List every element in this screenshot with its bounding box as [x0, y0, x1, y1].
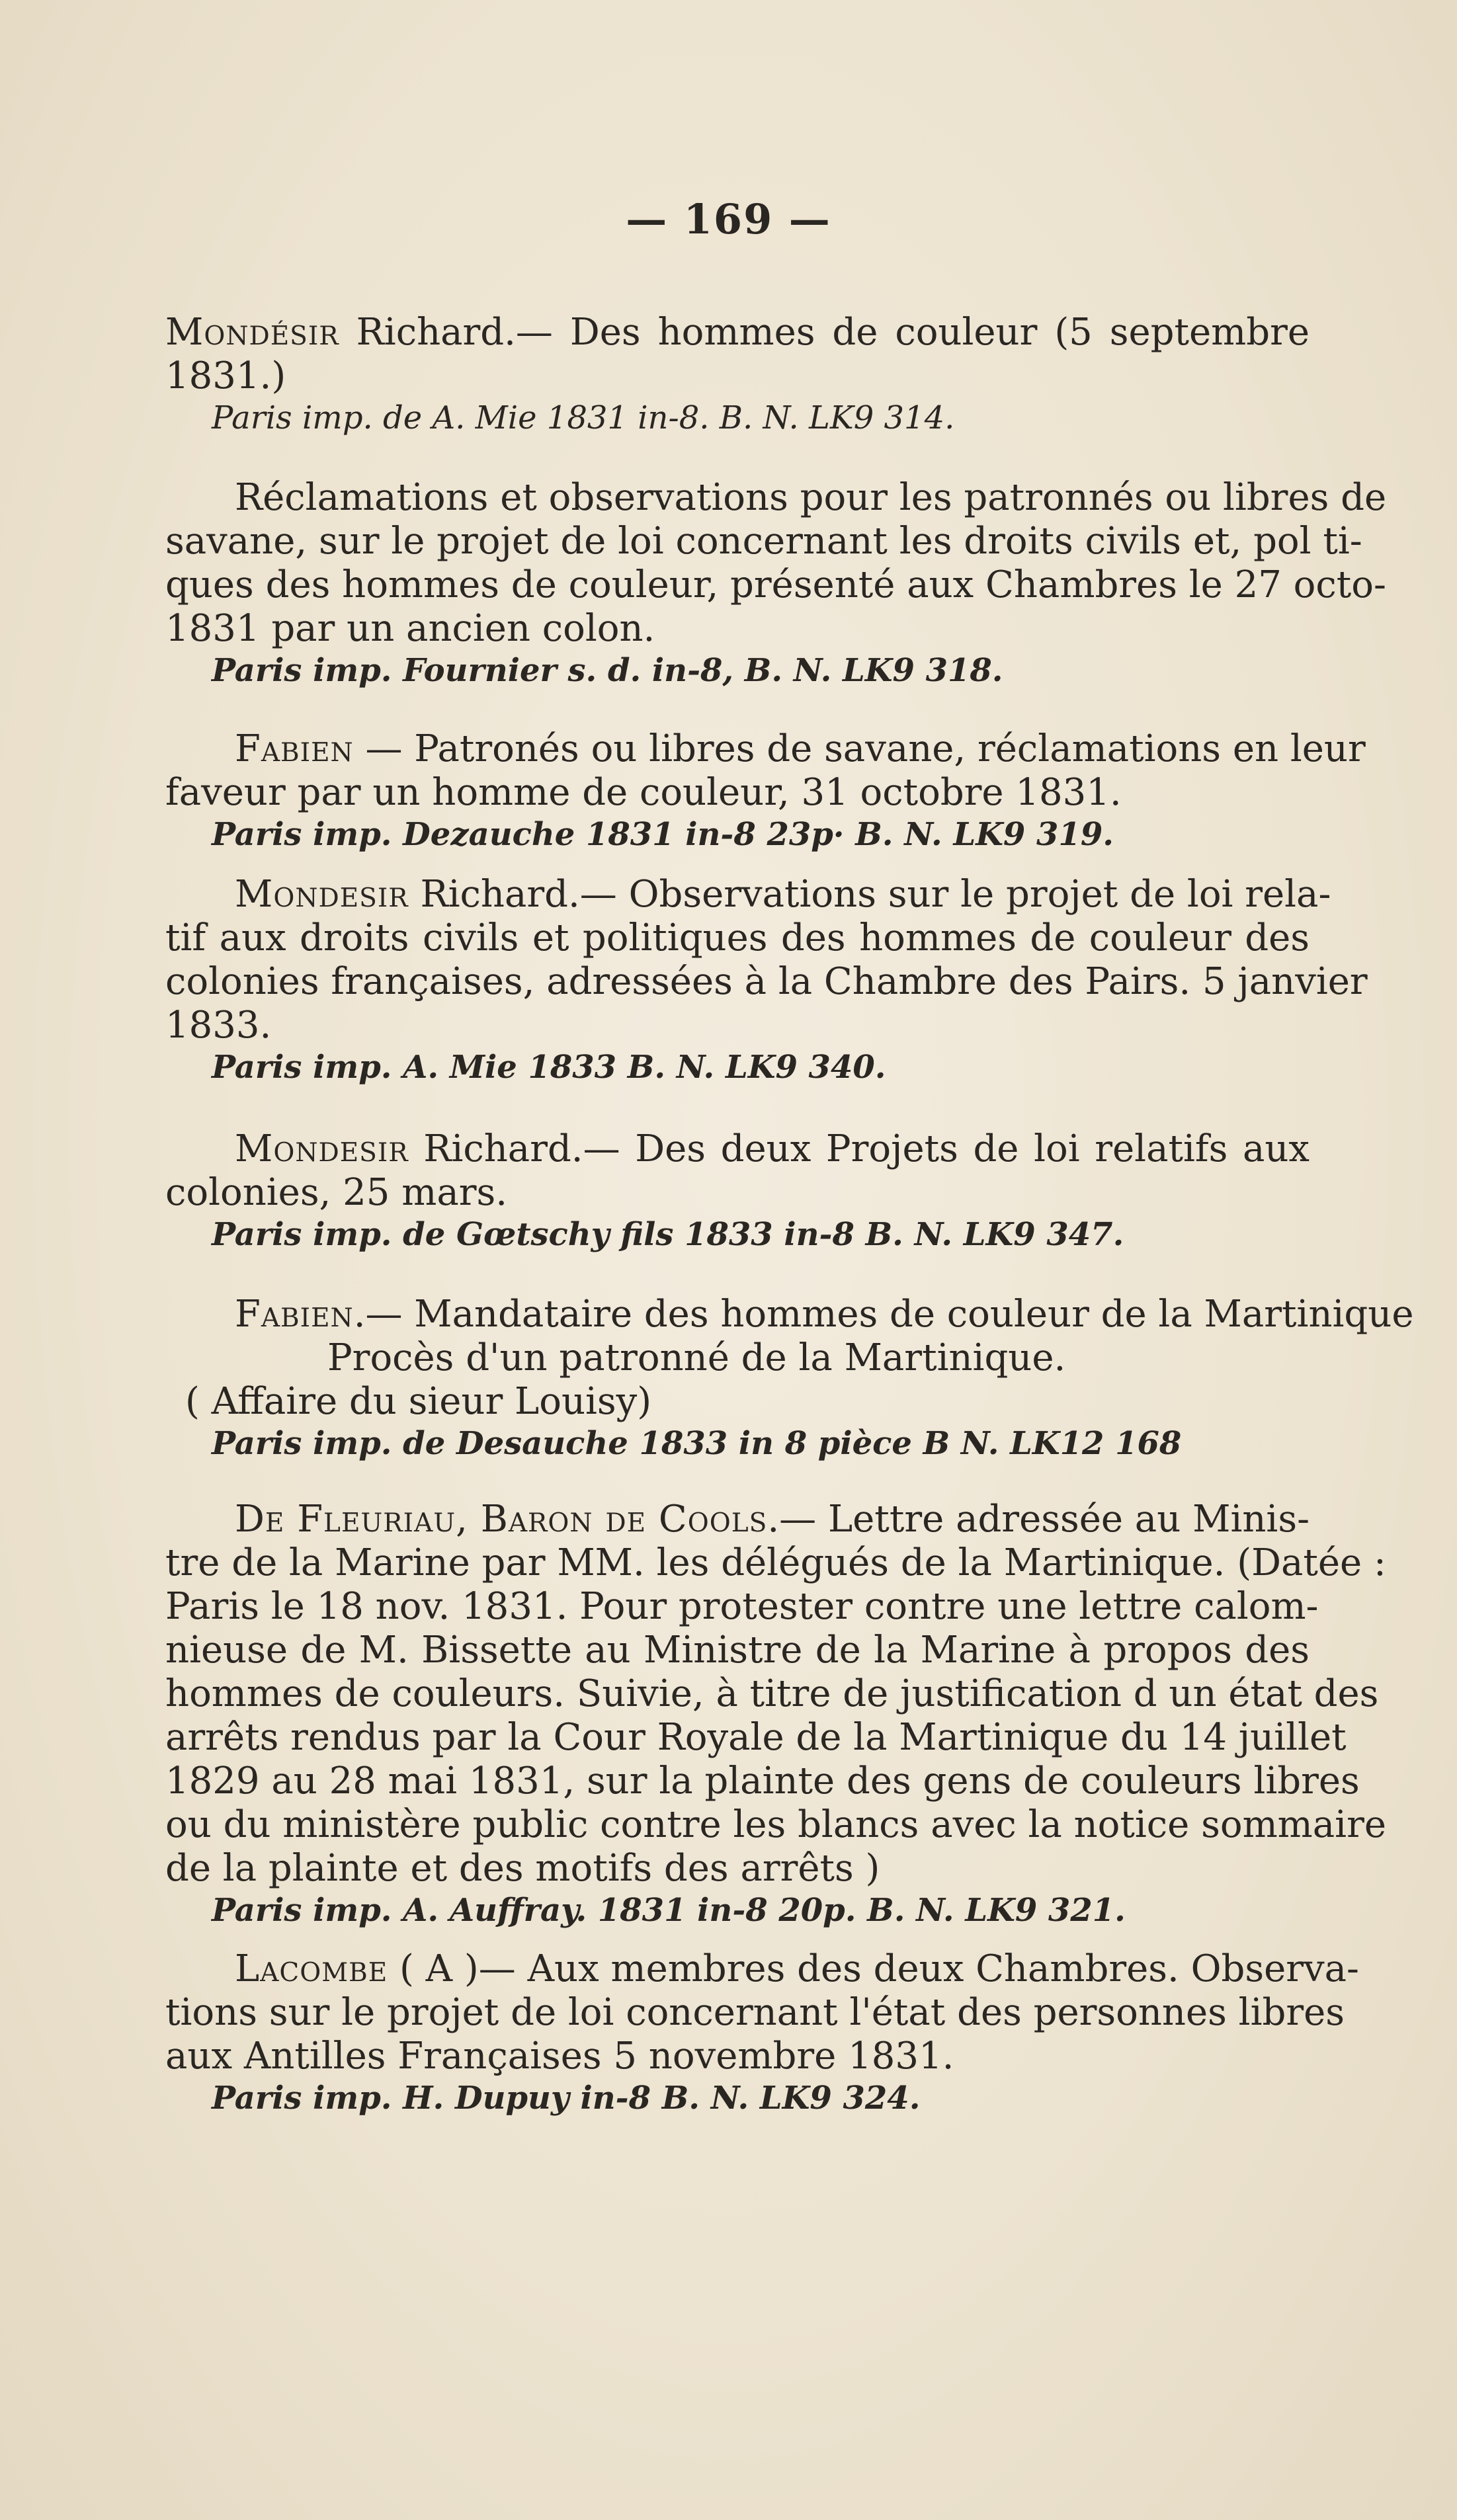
entry-mondesir-3 [165, 1127, 1310, 1254]
entry-line: nieuse de M. Bissette au Ministre de la Marine à propos des [165, 1629, 1310, 1672]
entry-line: colonies, 25 mars. [165, 1171, 508, 1214]
entry-reclamations [165, 476, 1387, 690]
entry-line: colonies françaises, adressées à la Chambre des Pairs. 5 janvier [165, 960, 1368, 1003]
entry-citation: Paris imp. de Gœtschy fils 1833 in-8 B. N. LK9 347. [212, 1216, 1124, 1253]
entry-line: Mondésir Richard.— Des hommes de couleur (5 septembre [165, 311, 1310, 354]
entry-citation: Paris imp. A. Mie 1833 B. N. LK9 340. [212, 1049, 886, 1086]
entry-line: Mondesir Richard.— Des deux Projets de loi relatifs aux [235, 1127, 1310, 1170]
entry-line: ( Affaire du sieur Louisy) [185, 1380, 652, 1423]
entry-mondesir-1 [165, 311, 1310, 438]
entry-line: hommes de couleurs. Suivie, à titre de justification d un état des [165, 1672, 1379, 1715]
entry-line: Réclamations et observations pour les patronnés ou libres de [235, 476, 1387, 519]
entry-line: ou du ministère public contre les blancs avec la notice sommaire [165, 1803, 1386, 1846]
entry-citation: Paris imp. H. Dupuy in-8 B. N. LK9 324. [212, 2080, 921, 2117]
entry-line: tre de la Marine par MM. les délégués de la Martinique. (Datée : [165, 1541, 1386, 1584]
entry-citation: Paris imp. Fournier s. d. in-8, B. N. LK9 318. [212, 652, 1003, 689]
entry-line: Procès d'un patronné de la Martinique. [327, 1336, 1066, 1379]
page-number: — 169 — [626, 195, 831, 243]
entry-author: Mondesir [235, 1127, 409, 1170]
entry-citation: Paris imp. Dezauche 1831 in-8 23p· B. N. LK9 319. [212, 816, 1114, 853]
entry-line: savane, sur le projet de loi concernant les droits civils et, pol ti- [165, 520, 1362, 563]
entry-line: tions sur le projet de loi concernant l'état des personnes libres [165, 1991, 1345, 2034]
entry-citation: Paris imp. A. Auffray. 1831 in-8 20p. B. N. LK9 321. [212, 1892, 1126, 1929]
entry-author: Fabien [235, 1293, 354, 1336]
entry-author: Mondésir [165, 311, 339, 354]
entry-line: de la plainte et des motifs des arrêts ) [165, 1847, 880, 1890]
entry-line: faveur par un homme de couleur, 31 octobre 1831. [165, 771, 1122, 814]
entry-author: Mondesir [235, 873, 409, 916]
entry-line: 1831 par un ancien colon. [165, 607, 655, 650]
entry-author: Fabien [235, 727, 354, 770]
entry-citation: Paris imp. de Desauche 1833 in 8 pièce B N. LK12 168 [212, 1425, 1182, 1462]
entry-line: Lacombe ( A )— Aux membres des deux Chambres. Observa- [235, 1947, 1359, 1990]
entry-line: Fabien — Patronés ou libres de savane, réclamations en leur [235, 727, 1366, 770]
entry-line: tif aux droits civils et politiques des hommes de couleur des [165, 916, 1310, 959]
entry-line: Mondesir Richard.— Observations sur le projet de loi rela- [235, 873, 1331, 916]
entry-line: ques des hommes de couleur, présenté aux Chambres le 27 octo- [165, 563, 1386, 606]
entry-lacombe [165, 1947, 1359, 2118]
entry-citation: Paris imp. de A. Mie 1831 in-8. B. N. LK9 314. [212, 399, 955, 436]
entry-fabien-2 [165, 1293, 1414, 1463]
entry-mondesir-2 [165, 873, 1368, 1087]
entry-line: Fabien.— Mandataire des hommes de couleur de la Martinique [235, 1293, 1414, 1336]
entry-line: 1831.) [165, 354, 286, 397]
entry-author: De Fleuriau, Baron de Cools [235, 1498, 768, 1541]
entry-line: De Fleuriau, Baron de Cools.— Lettre adressée au Minis- [235, 1498, 1310, 1541]
entry-line: 1829 au 28 mai 1831, sur la plainte des gens de couleurs libres [165, 1760, 1360, 1803]
entry-line: 1833. [165, 1004, 272, 1047]
entry-line: Paris le 18 nov. 1831. Pour protester contre une lettre calom- [165, 1585, 1319, 1628]
entry-line: aux Antilles Françaises 5 novembre 1831. [165, 2035, 954, 2078]
entry-line: arrêts rendus par la Cour Royale de la Martinique du 14 juillet [165, 1716, 1347, 1759]
entry-de-fleuriau [165, 1498, 1386, 1930]
entry-fabien-1 [165, 727, 1366, 854]
entry-author: Lacombe [235, 1947, 388, 1990]
